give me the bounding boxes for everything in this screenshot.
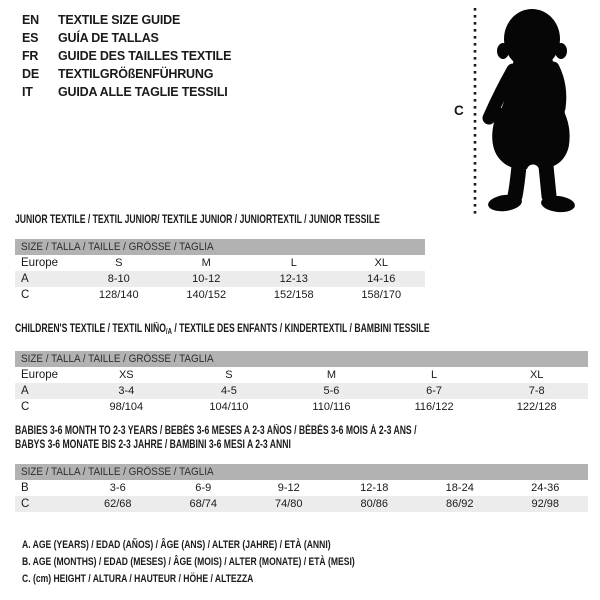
- height-cell: 80/86: [360, 498, 389, 510]
- age-cell: 14-16: [367, 273, 396, 285]
- babies-textile-table: [15, 424, 588, 512]
- language-title: GUIDE DES TAILLES TEXTILE: [58, 49, 232, 63]
- table-row: [15, 255, 425, 271]
- size-header-bar: [15, 239, 425, 255]
- size-cell: M: [326, 369, 337, 381]
- children-textile-table: [15, 322, 588, 415]
- size-header-label: SIZE / TALLA / TAILLE / GRÖSSE / TAGLIA: [21, 466, 214, 478]
- age-cell: 18-24: [445, 482, 474, 494]
- age-cell: 3-6: [109, 482, 126, 494]
- size-cell: M: [201, 257, 211, 269]
- height-measure-figure: [440, 0, 600, 220]
- age-cell: 7-8: [528, 385, 545, 397]
- language-title: TEXTILGRÖßENFÜHRUNG: [58, 67, 214, 81]
- junior-textile-table: [15, 213, 425, 303]
- height-cell: 86/92: [445, 498, 474, 510]
- height-cell: 152/158: [273, 289, 314, 301]
- age-cell: 10-12: [192, 273, 221, 285]
- language-row: [22, 29, 231, 47]
- height-cell: 68/74: [189, 498, 218, 510]
- height-cell: 158/170: [361, 289, 402, 301]
- table-row: [15, 480, 588, 496]
- row-label: A: [21, 273, 29, 285]
- language-legend: [22, 11, 231, 101]
- height-cell: 98/104: [109, 401, 144, 413]
- size-cell: S: [115, 257, 123, 269]
- size-cell: XL: [529, 369, 544, 381]
- height-cell: 122/128: [516, 401, 557, 413]
- language-row: [22, 11, 231, 29]
- height-cell: 62/68: [103, 498, 132, 510]
- language-title: GUIDA ALLE TAGLIE TESSILI: [58, 85, 228, 99]
- size-cell: L: [431, 369, 438, 381]
- row-label: Europe: [21, 369, 59, 381]
- language-code: EN: [22, 13, 39, 27]
- height-measure-label: C: [454, 103, 464, 118]
- language-row: [22, 47, 231, 65]
- age-cell: 4-5: [220, 385, 237, 397]
- table-title: CHILDREN'S TEXTILE / TEXTIL NIÑO/A / TEXTILE DES ENFANTS / KINDERTEXTIL / BAMBINI TESSILE: [15, 323, 430, 336]
- footnote-age-months: B. AGE (MONTHS) / EDAD (MESES) / ÂGE (MOIS) / ALTER (MONATE) / ETÀ (MESI): [22, 556, 355, 568]
- size-cell: S: [225, 369, 233, 381]
- table-title-line2: BABYS 3-6 MONATE BIS 2-3 JAHRE / BAMBINI 3-6 MESI A 2-3 ANNI: [15, 439, 291, 451]
- table-title: JUNIOR TEXTILE / TEXTIL JUNIOR/ TEXTILE JUNIOR / JUNIORTEXTIL / JUNIOR TESSILE: [15, 214, 380, 226]
- language-title: GUÍA DE TALLAS: [58, 31, 159, 45]
- row-label: A: [21, 385, 29, 397]
- age-cell: 6-7: [426, 385, 443, 397]
- footnote-height: C. (cm) HEIGHT / ALTURA / HAUTEUR / HÖHE / ALTEZZA: [22, 573, 254, 585]
- size-header-label: SIZE / TALLA / TAILLE / GRÖSSE / TAGLIA: [21, 353, 214, 365]
- height-cell: 74/80: [274, 498, 303, 510]
- age-cell: 3-4: [118, 385, 135, 397]
- language-code: FR: [22, 49, 39, 63]
- row-label: Europe: [21, 257, 59, 269]
- size-header-bar: [15, 351, 588, 367]
- language-row: [22, 65, 231, 83]
- size-cell: XS: [118, 369, 134, 381]
- language-code: DE: [22, 67, 39, 81]
- table-title-line1: BABIES 3-6 MONTH TO 2-3 YEARS / BEBÉS 3-6 MESES A 2-3 AÑOS / BÉBÉS 3-6 MOIS À 2-3 ANS /: [15, 425, 417, 437]
- size-header-bar: [15, 464, 588, 480]
- language-code: ES: [22, 31, 39, 45]
- row-label: C: [21, 498, 30, 510]
- table-row: [15, 287, 425, 303]
- size-cell: XL: [374, 257, 388, 269]
- height-cell: 92/98: [531, 498, 560, 510]
- size-cell: L: [290, 257, 297, 269]
- row-label: C: [21, 401, 30, 413]
- table-row: [15, 383, 588, 399]
- age-cell: 24-36: [531, 482, 560, 494]
- height-cell: 140/152: [186, 289, 227, 301]
- age-cell: 12-13: [279, 273, 308, 285]
- height-cell: 116/122: [414, 401, 454, 413]
- table-row: [15, 367, 588, 383]
- height-cell: 104/110: [209, 401, 249, 413]
- language-code: IT: [22, 85, 33, 99]
- age-cell: 8-10: [107, 273, 130, 285]
- size-header-label: SIZE / TALLA / TAILLE / GRÖSSE / TAGLIA: [21, 241, 214, 253]
- baby-silhouette-icon: [440, 0, 600, 220]
- height-cell: 110/116: [312, 401, 351, 413]
- age-cell: 6-9: [195, 482, 212, 494]
- height-cell: 128/140: [98, 289, 139, 301]
- table-row: [15, 399, 588, 415]
- footnote-age-years: A. AGE (YEARS) / EDAD (AÑOS) / ÂGE (ANS) / ALTER (JAHRE) / ETÀ (ANNI): [22, 539, 331, 551]
- age-cell: 12-18: [360, 482, 389, 494]
- row-label: C: [21, 289, 30, 301]
- row-label: B: [21, 482, 29, 494]
- table-row: [15, 271, 425, 287]
- language-row: [22, 83, 231, 101]
- legend-footnotes: [22, 537, 449, 588]
- age-cell: 9-12: [277, 482, 300, 494]
- language-title: TEXTILE SIZE GUIDE: [58, 13, 181, 27]
- age-cell: 5-6: [323, 385, 340, 397]
- table-row: [15, 496, 588, 512]
